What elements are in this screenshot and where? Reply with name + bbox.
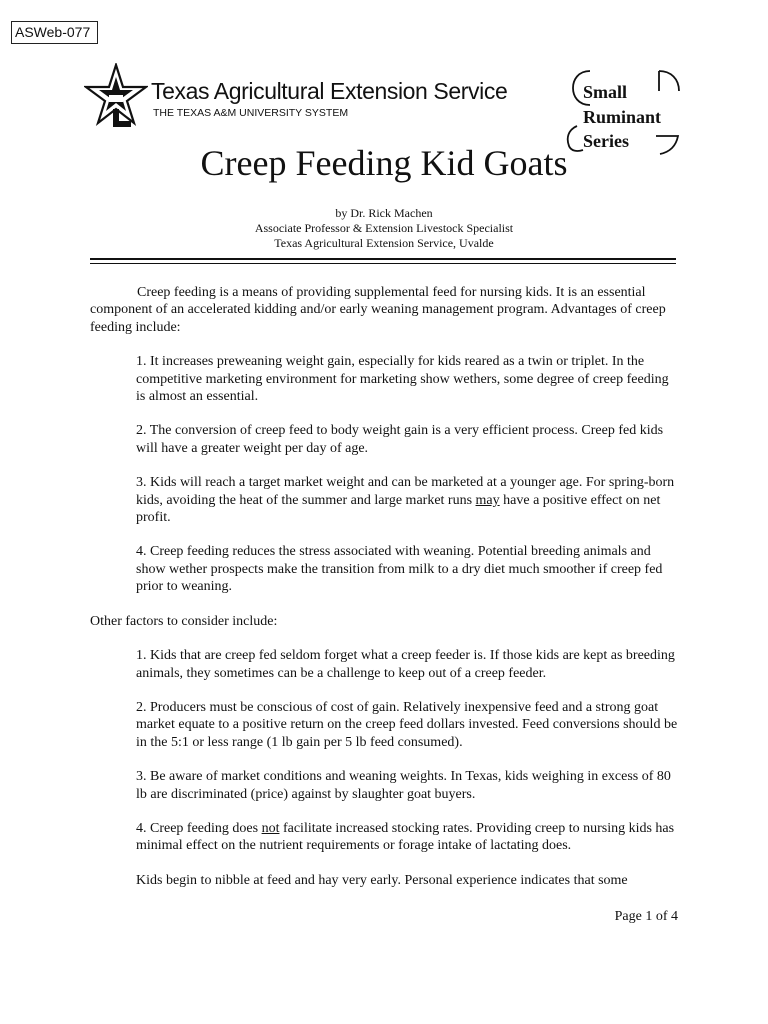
advantage-item: 4. Creep feeding reduces the stress associated with weaning. Potential breeding animals and show wether prospects make the transition from milk to a dry diet much smoother if creep fed prior to weaning. [136, 544, 663, 595]
factor-text: facilitate increased stocking rates. Providing creep to nursing kids has minimal effect on the nutrient requirements or forage intake of lactating does. [136, 820, 675, 854]
series-label-line: Small [583, 82, 628, 102]
factor-item: 3. Be aware of market conditions and weaning weights. In Texas, kids weighing in excess of 80 lb are discriminated (price) against by slaughter goat buyers. [136, 769, 671, 802]
factor-item [136, 820, 680, 855]
texas-star-logo [84, 63, 148, 129]
advantage-item: 1. It increases preweaning weight gain, especially for kids reared as a twin or triplet. In the competitive marketing environment for marketing show wethers, some degree of creep feeding is almost an essential. [136, 354, 669, 405]
advantage-item: 2. The conversion of creep feed to body weight gain is a very efficient process. Creep fed kids will have a greater weight per day of age. [136, 423, 664, 456]
organization-subtitle: THE TEXAS A&M UNIVERSITY SYSTEM [153, 107, 349, 119]
author-position: Associate Professor & Extension Livestock Specialist [254, 221, 514, 235]
intro-paragraph: Creep feeding is a means of providing supplemental feed for nursing kids. It is an essential component of an accelerated kidding and/or early weaning management program. Advantages of creep feeding include: [90, 285, 666, 335]
underlined-word: not [261, 820, 280, 836]
series-label-line: Ruminant [583, 106, 662, 127]
section-heading: Other factors to consider include: [90, 613, 278, 629]
factor-text: 4. Creep feeding does [136, 820, 262, 836]
author-affiliation: Texas Agricultural Extension Service, Uvalde [274, 236, 494, 250]
factor-item: 2. Producers must be conscious of cost of gain. Relatively inexpensive feed and a strong goat market equate to a positive return on the creep feed dollars invested. Feed conversions should be in the 5:1 or less range (1 lb gain per 5 lb feed consumed). [136, 699, 678, 750]
organization-name: Texas Agricultural Extension Service [151, 78, 508, 104]
header-divider [90, 258, 676, 260]
page-number: Page 1 of 4 [614, 909, 678, 924]
advantage-text: 3. Kids will reach a target market weight and can be marketed at a younger age. For spring-born kids, avoiding the heat of the summer and large market runs [136, 475, 675, 508]
author-line: by Dr. Rick Machen [335, 206, 433, 220]
advantage-text: have a positive effect on net profit. [136, 492, 661, 526]
document-id-label: ASWeb-077 [11, 21, 98, 44]
header-divider [90, 263, 676, 264]
series-label-line: Series [583, 131, 629, 151]
advantage-item [136, 474, 680, 526]
underlined-word: may [475, 492, 500, 508]
document-title: Creep Feeding Kid Goats [200, 143, 568, 183]
document-body [90, 284, 680, 906]
byline [0, 206, 768, 251]
factor-item: 1. Kids that are creep fed seldom forget what a creep feeder is. If those kids are kept as breeding animals, they sometimes can be a challenge to keep out of a creep feeder. [136, 648, 675, 681]
trailing-paragraph: Kids begin to nibble at feed and hay very early. Personal experience indicates that some [136, 872, 628, 888]
